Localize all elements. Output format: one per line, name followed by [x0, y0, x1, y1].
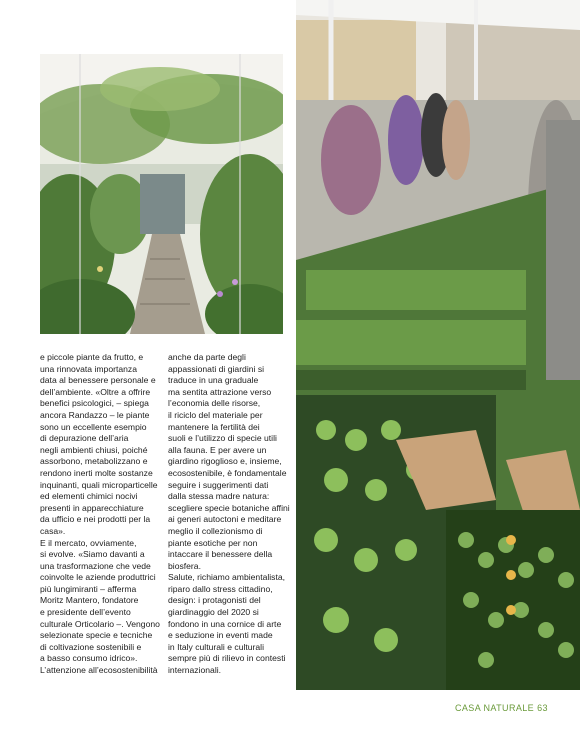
text-line: alla fauna. E per avere un: [168, 444, 267, 455]
page-number: 63: [537, 703, 548, 713]
text-line: e presidente dell’evento: [40, 607, 131, 618]
text-line: ma sentita attrazione verso: [168, 386, 272, 397]
text-line: rendono inerti molte sostanze: [40, 467, 153, 478]
text-line: traduce in una graduale: [168, 375, 259, 386]
text-line: selezionate specie e tecniche: [40, 630, 153, 641]
text-line: negli ambienti chiusi, poiché: [40, 444, 148, 455]
text-line: ecosostenibile, è fondamentale: [168, 467, 287, 478]
text-line: sono un eccellente esempio: [40, 421, 147, 432]
text-line: dell’ambiente. «Oltre a offrire: [40, 386, 151, 397]
text-line: fondono in una cornice di arte: [168, 618, 282, 629]
text-line: piante esotiche per non: [168, 537, 258, 548]
text-line: da ufficio e nei prodotti per la: [40, 514, 151, 525]
text-line: di coltivazione sostenibili e: [40, 641, 142, 652]
text-line: si evolve. «Siamo davanti a: [40, 549, 145, 560]
magazine-name: CASA NATURALE: [455, 703, 535, 713]
text-line: appassionati di giardini si: [168, 363, 265, 374]
text-line: in Italy culturali e culturali: [168, 641, 265, 652]
text-line: assorbono, metabolizzano e: [40, 456, 148, 467]
plant-market-photo: [296, 0, 580, 690]
text-line: il riciclo del materiale per: [168, 409, 263, 420]
text-line: mantenere la fertilità dei: [168, 421, 260, 432]
text-line: presenti in apparecchiature: [40, 502, 144, 513]
text-line: e seduzione in eventi made: [168, 630, 273, 641]
text-line: data al benessere personale e: [40, 375, 156, 386]
body-text-column-1: [40, 352, 160, 677]
text-line: anche da parte degli: [168, 352, 246, 362]
text-line: sempre più di rilievo in contesti: [168, 653, 286, 664]
text-line: benefici psicologici, – spiega: [40, 398, 149, 409]
text-line: ai generi autoctoni e meditare: [168, 514, 282, 525]
text-line: a basso consumo idrico».: [40, 653, 138, 664]
text-line: riparo dallo stress cittadino,: [168, 583, 273, 594]
text-line: Moritz Mantero, fondatore: [40, 595, 139, 606]
text-line: di depurazione dell’aria: [40, 433, 129, 444]
text-line: seguire i suggerimenti dati: [168, 479, 269, 490]
text-line: dalla stessa madre natura:: [168, 491, 270, 502]
text-line: l’economia delle risorse,: [168, 398, 261, 409]
text-line: ed elementi chimici nocivi: [40, 491, 138, 502]
text-line: ancora Randazzo – le piante: [40, 409, 150, 420]
text-line: scegliere specie botaniche affini: [168, 502, 290, 513]
text-line: design: i protagonisti del: [168, 595, 261, 606]
text-line: meglio il collezionismo di: [168, 525, 263, 536]
text-line: coinvolte le aziende produttrici: [40, 572, 156, 583]
text-line: suoli e l’utilizzo di specie utili: [168, 433, 277, 444]
text-line: biosfera.: [168, 560, 201, 571]
text-line: internazionali.: [168, 665, 222, 676]
text-line: culturale Orticolario –. Vengono: [40, 618, 160, 629]
greenhouse-photo: [40, 54, 283, 334]
text-line: inquinanti, quali microparticelle: [40, 479, 158, 490]
text-line: L’attenzione all’ecosostenibilità: [40, 665, 158, 676]
text-line: Salute, richiamo ambientalista,: [168, 572, 286, 583]
text-line: una trasformazione che vede: [40, 560, 151, 571]
text-line: giardino rigoglioso e, insieme,: [168, 456, 282, 467]
text-line: giardinaggio del 2020 si: [168, 607, 259, 618]
text-line: intaccare il benessere della: [168, 549, 273, 560]
text-line: più lungimiranti – afferma: [40, 583, 137, 594]
text-line: e piccole piante da frutto, e: [40, 352, 144, 362]
text-line: E il mercato, ovviamente,: [40, 537, 137, 548]
text-line: casa».: [40, 525, 66, 536]
text-line: una rinnovata importanza: [40, 363, 137, 374]
body-text-column-2: [168, 352, 290, 677]
page-footer: [455, 703, 548, 713]
